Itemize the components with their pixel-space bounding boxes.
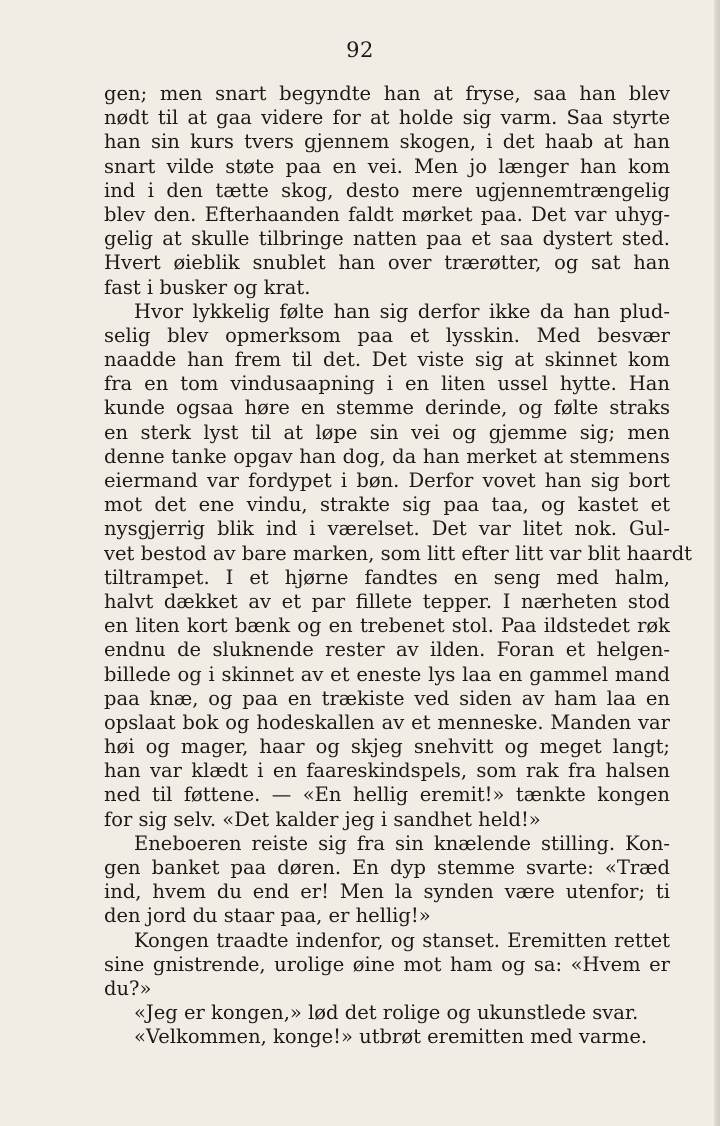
text-line: halvt dækket av et par fillete tepper. I nærheten stod (104, 589, 670, 613)
text-line: eiermand var fordypet i bøn. Derfor vovet han sig bort (104, 469, 670, 492)
text-line: vet bestod av bare marken, som litt efter litt var blit haardt (104, 541, 693, 565)
text-line: nødt til at gaa videre for at holde sig varm. Saa styrte (104, 106, 670, 130)
text-line: han var klædt i en faareskindspels, som rak fra halsen (104, 759, 670, 783)
text-line: billede og i skinnet av et eneste lys laa en gammel mand (104, 662, 670, 686)
text-line: naadde han frem til det. Det viste sig at skinnet kom (104, 348, 670, 372)
text-line: snart vilde støte paa en vei. Men jo længer han kom (104, 154, 670, 178)
text-line: ind i den tætte skog, desto mere ugjennemtrængelig (104, 178, 670, 202)
text-line: gen banket paa døren. En dyp stemme svarte: «Træd (104, 856, 670, 879)
text-line: gelig at skulle tilbringe natten paa et saa dystert sted. (104, 227, 670, 251)
text-line: fra en tom vindusaapning i en liten ussel hytte. Han (104, 372, 670, 396)
text-line: Hvert øieblik snublet han over trærøtter, og sat han (104, 251, 670, 275)
text-line: gen; men snart begyndte han at fryse, saa han blev (104, 82, 670, 105)
text-line: fast i busker og krat. (104, 275, 311, 299)
text-line: blev den. Efterhaanden faldt mørket paa. Det var uhyg- (104, 202, 670, 226)
text-line: denne tanke opgav han dog, da han merket at stemmens (104, 444, 670, 468)
text-line: en sterk lyst til at løpe sin vei og gjemme sig; men (104, 420, 670, 444)
page-edge (714, 0, 720, 1126)
text-line: Kongen traadte indenfor, og stanset. Eremitten rettet (134, 928, 670, 952)
text-line: «Jeg er kongen,» lød det rolige og ukunstlede svar. (134, 1001, 639, 1025)
page-number: 92 (346, 38, 374, 62)
text-line: ned til føttene. — «En hellig eremit!» tænkte kongen (104, 783, 670, 807)
text-line: selig blev opmerksom paa et lysskin. Med besvær (104, 323, 670, 347)
text-line: kunde ogsaa høre en stemme derinde, og følte straks (104, 396, 670, 420)
text-line: en liten kort bænk og en trebenet stol. Paa ildstedet røk (104, 614, 670, 638)
text-line: ind, hvem du end er! Men la synden være utenfor; ti (104, 880, 670, 904)
text-line: nysgjerrig blik ind i værelset. Det var litet nok. Gul- (104, 517, 670, 541)
text-line: tiltrampet. I et hjørne fandtes en seng med halm, (104, 565, 670, 589)
text-line: mot det ene vindu, strakte sig paa taa, og kastet et (104, 493, 670, 517)
body-text (104, 82, 693, 1050)
text-line: «Velkommen, konge!» utbrøt eremitten med varme. (134, 1025, 648, 1049)
text-line: han sin kurs tvers gjennem skogen, i det haab at han (104, 130, 670, 154)
text-line: endnu de sluknende rester av ilden. Foran et helgen- (104, 638, 670, 662)
text-line: opslaat bok og hodeskallen av et menneske. Manden var (104, 710, 670, 734)
text-line: sine gnistrende, urolige øine mot ham og sa: «Hvem er (104, 952, 670, 976)
text-line: den jord du staar paa, er hellig!» (104, 904, 431, 928)
text-line: for sig selv. «Det kalder jeg i sandhet held!» (104, 807, 541, 831)
text-line: Eneboeren reiste sig fra sin knælende stilling. Kon- (134, 831, 670, 855)
text-line: høi og mager, haar og skjeg snehvitt og meget langt; (104, 735, 670, 759)
text-line: du?» (104, 976, 152, 1000)
text-line: Hvor lykkelig følte han sig derfor ikke da han plud- (134, 299, 670, 323)
text-line: paa knæ, og paa en trækiste ved siden av ham laa en (104, 686, 670, 710)
